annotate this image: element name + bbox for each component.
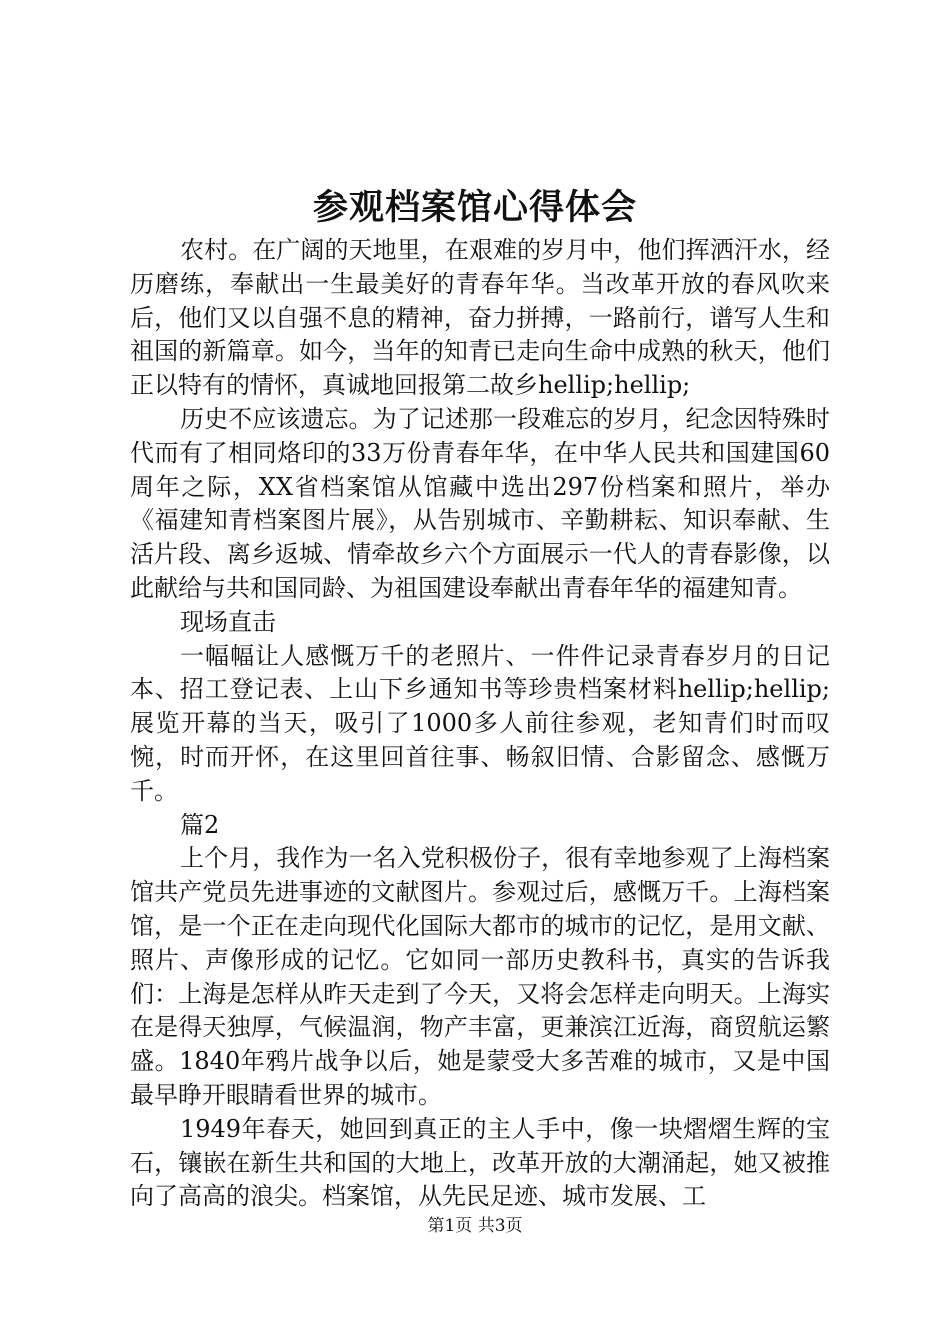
section-heading: 篇2 [180, 810, 220, 839]
section-heading: 现场直击 [180, 607, 276, 636]
paragraph: 上个月，我作为一名入党积极份子，很有幸地参观了上海档案馆共产党员先进事迹的文献图片。参观过后，感慨万千。上海档案馆，是一个正在走向现代化国际大都市的城市的记忆，是用文献、照片、声像形成的记忆。它如同一部历史教科书，真实的告诉我们：上海是怎样从昨天走到了今天，又将会怎样走向明天。上海实在是得天独厚，气候温润，物产丰富，更兼滨江近海，商贸航运繁盛。1840年鸦片战争以后，她是蒙受大多苦难的城市，又是中国最早睁开眼睛看世界的城市。 [130, 844, 830, 1109]
document-body [130, 234, 830, 1214]
page-footer: 第1页 共3页 [427, 1216, 523, 1236]
paragraph: 一幅幅让人感慨万千的老照片、一件件记录青春岁月的日记本、招工登记表、上山下乡通知书等珍贵档案材料hellip;hellip;展览开幕的当天，吸引了1000多人前往参观，老知青们时而叹惋，时而开怀，在这里回首往事、畅叙旧情、合影留念、感慨万千。 [130, 641, 830, 805]
paragraph: 农村。在广阔的天地里，在艰难的岁月中，他们挥洒汗水，经历磨练，奉献出一生最美好的青春年华。当改革开放的春风吹来后，他们又以自强不息的精神，奋力拼搏，一路前行，谱写人生和祖国的新篇章。如今，当年的知青已走向生命中成熟的秋天，他们正以特有的情怀，真诚地回报第二故乡hellip;hellip; [130, 236, 830, 400]
document-title: 参观档案馆心得体会 [312, 187, 637, 228]
paragraph: 历史不应该遗忘。为了记述那一段难忘的岁月，纪念因特殊时代而有了相同烙印的33万份青春年华，在中华人民共和国建国60周年之际，XX省档案馆从馆藏中选出297份档案和照片，举办《福建知青档案图片展》，从告别城市、辛勤耕耘、知识奉献、生活片段、离乡返城、情牵故乡六个方面展示一代人的青春影像，以此献给与共和国同龄、为祖国建设奉献出青春年华的福建知青。 [130, 404, 830, 602]
paragraph: 1949年春天，她回到真正的主人手中，像一块熠熠生辉的宝石，镶嵌在新生共和国的大地上，改革开放的大潮涌起，她又被推向了高高的浪尖。档案馆，从先民足迹、城市发展、工 [130, 1114, 830, 1211]
